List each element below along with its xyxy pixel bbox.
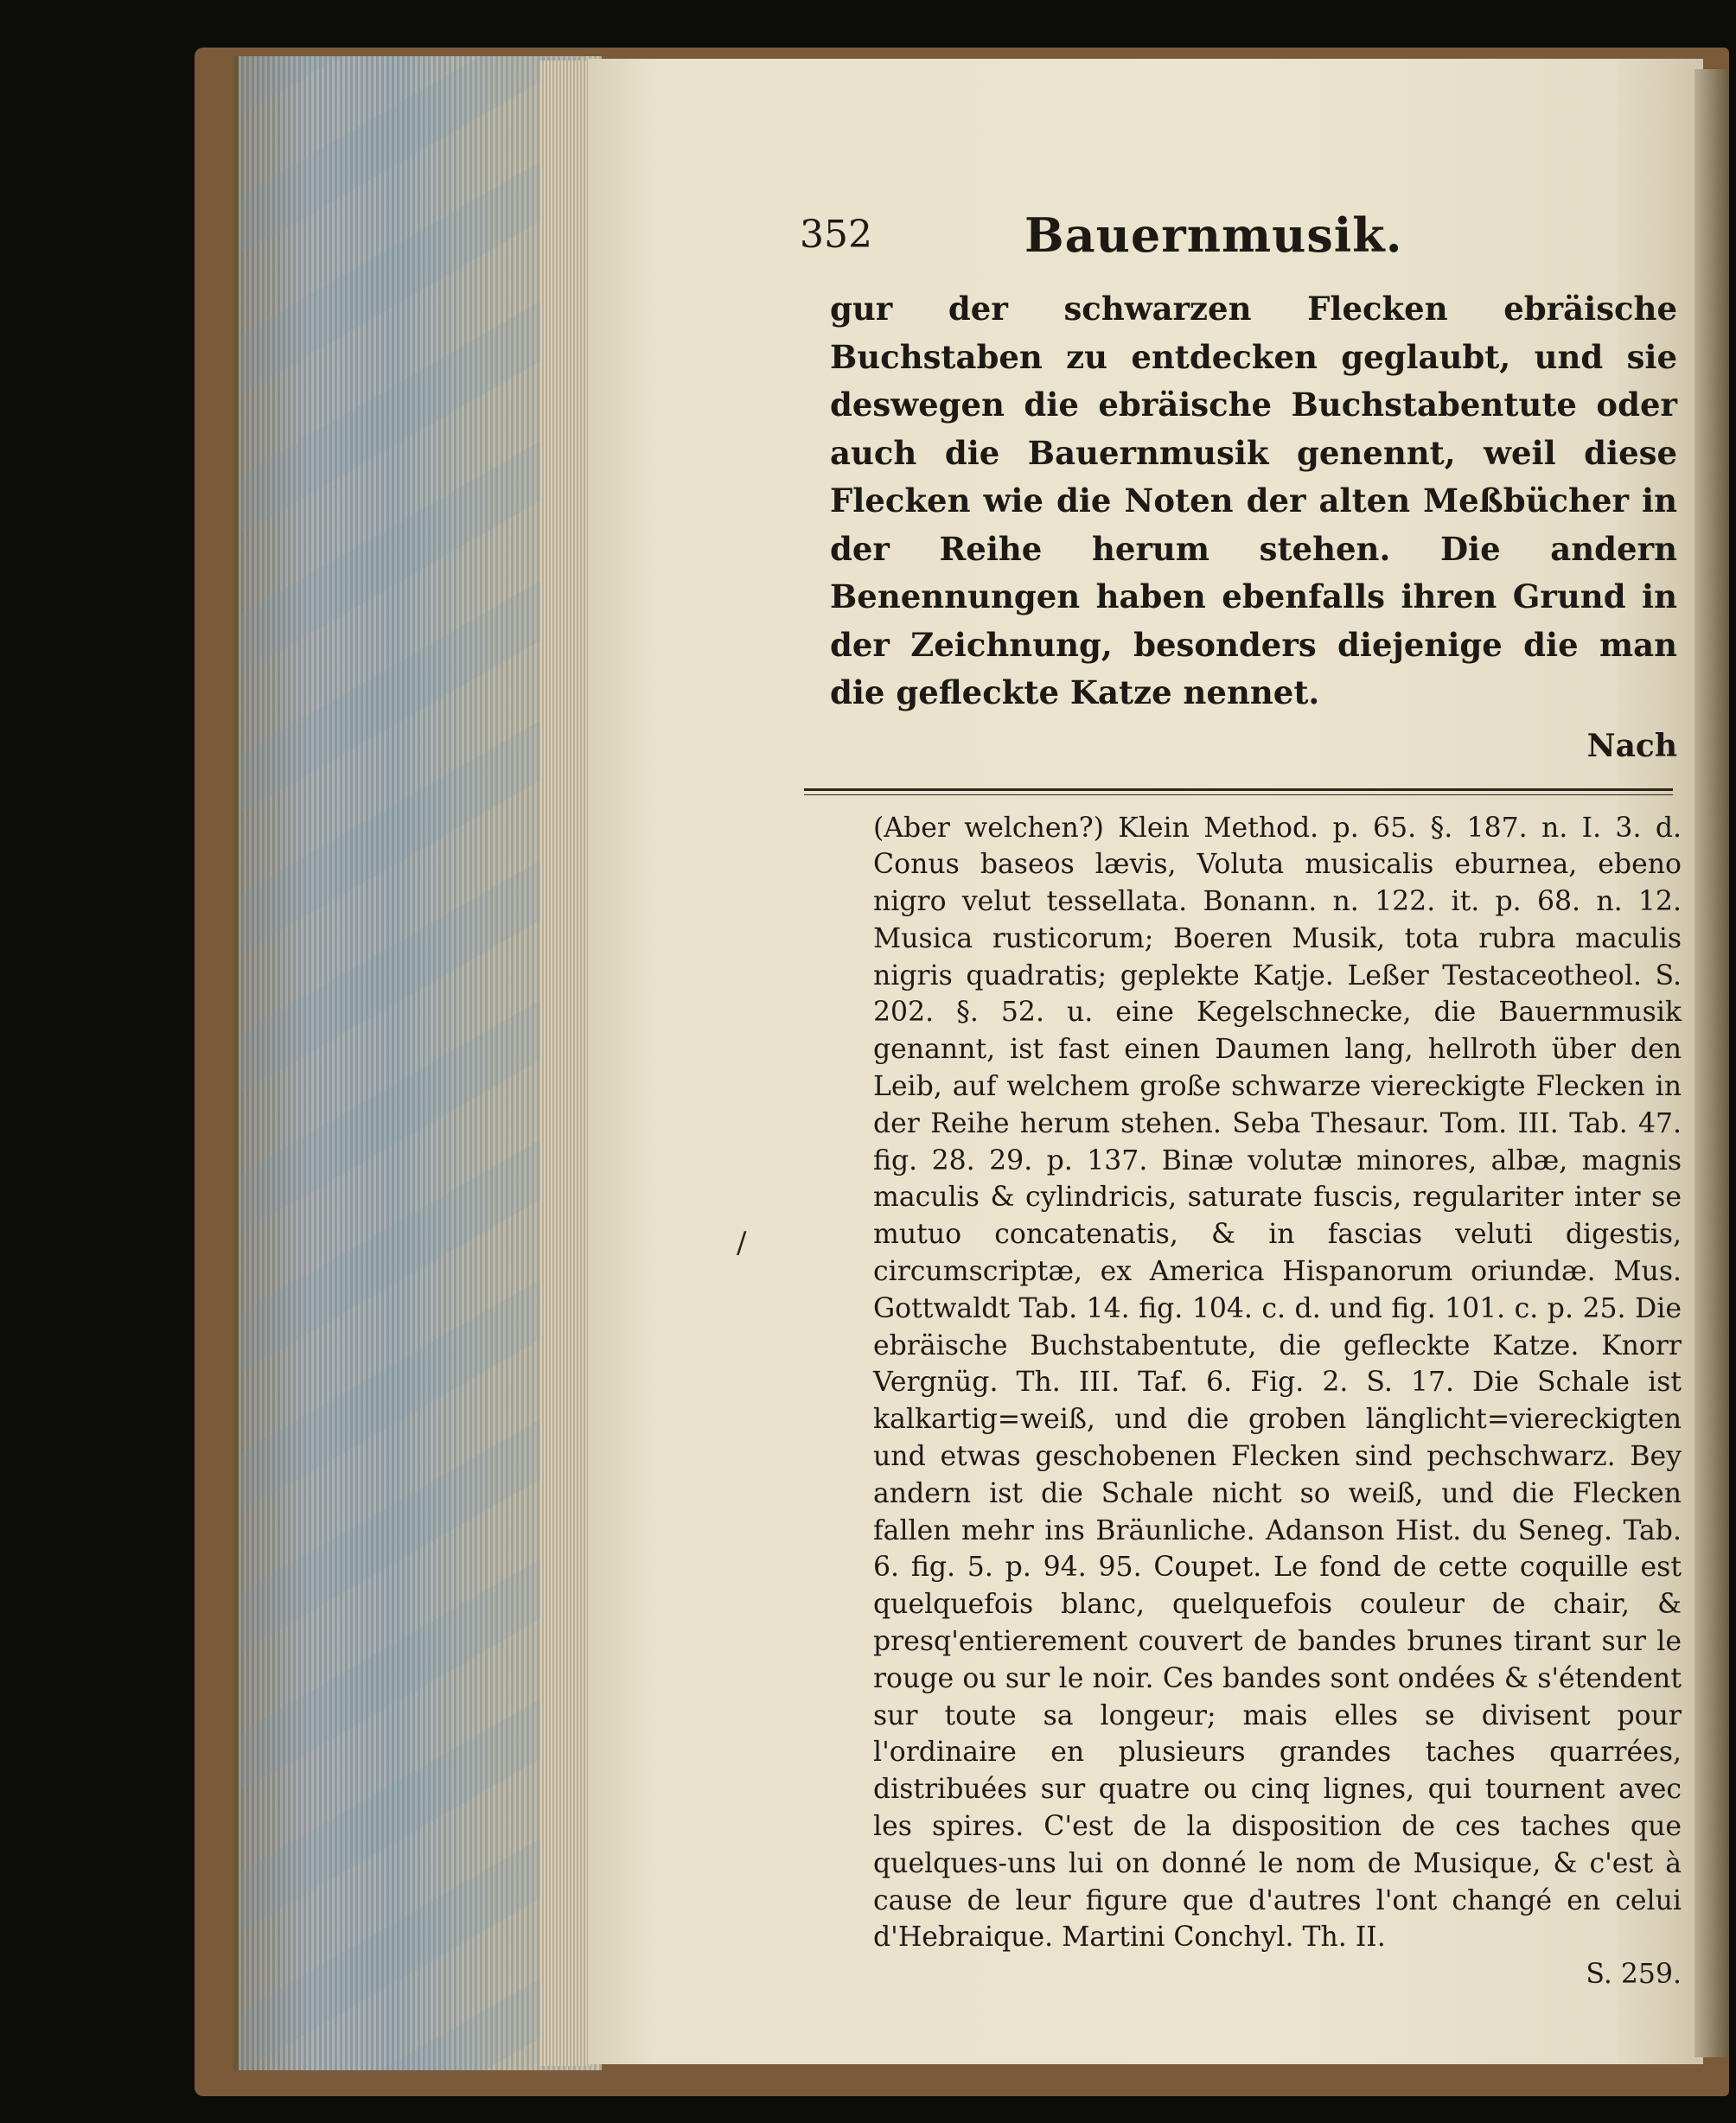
footnote-rule [804, 788, 1673, 791]
catchword: Nach [1586, 727, 1677, 764]
main-paragraph: gur der schwarzen Flecken ebräische Buchstaben zu entdecken geglaubt, und sie deswegen die ebräische Buchstabentute oder auch die Bauernmusik genennt, weil diese Flecken wie die Noten der alten Meßbücher in der Reihe herum stehen. Die andern Benennungen haben ebenfalls ihren Grund in der Zeichnung, besonders diejenige die man die gefleckte Katze nennet. [830, 290, 1677, 711]
footnote-text: (Aber welchen?) Klein Method. p. 65. §. 187. n. I. 3. d. Conus baseos lævis, Voluta musicalis eburnea, ebeno nigro velut tessellata. Bonann. n. 122. it. p. 68. n. 12. Musica rusticorum; Boeren Musik, tota rubra maculis nigris quadratis; geplekte Katje. Leßer Testaceotheol. S. 202. §. 52. u. eine Kegelschnecke, die Bauernmusik genannt, ist fast einen Daumen lang, hellroth über den Leib, auf welchem große schwarze viereckigte Flecken in der Reihe herum stehen. Seba Thesaur. Tom. III. Tab. 47. fig. 28. 29. p. 137. Binæ volutæ minores, albæ, magnis maculis & cylindricis, saturate fuscis, regulariter inter se mutuo concatenatis, & in fascias veluti digestis, circumscriptæ, ex America Hispanorum oriundæ. Mus. Gottwaldt Tab. 14. fig. 104. c. d. und fig. 101. c. p. 25. Die ebräische Buchstabentute, die gefleckte Katze. Knorr Vergnüg. Th. III. Taf. 6. Fig. 2. S. 17. Die Schale ist kalkartig=weiß, und die groben länglicht=viereckigten und etwas geschobenen Flecken sind pechschwarz. Bey andern ist die Schale nicht so weiß, und die Flecken fallen mehr ins Bräunliche. Adanson Hist. du Seneg. Tab. 6. fig. 5. p. 94. 95. Coupet. Le fond de cette coquille est quelquefois blanc, quelquefois couleur de chair, & presq'entierement couvert de bandes brunes tirant sur le rouge ou sur le noir. Ces bandes sont ondées & s'étendent sur toute sa longeur; mais elles se divisent pour l'ordinaire en plusieurs grandes taches quarrées, distribuées sur quatre ou cinq lignes, qui tournent avec les spires. C'est de la disposition de ces taches que quelques-uns lui on donné le nom de Musique, & c'est à cause de leur figure que d'autres l'ont changé en celui d'Hebraique. Martini Conchyl. Th. II. [873, 812, 1682, 1954]
margin-mark: / [737, 1226, 747, 1260]
book-gutter [1695, 69, 1729, 2057]
page-header [800, 207, 1677, 268]
running-title: Bauernmusik. [1024, 207, 1403, 263]
page-edges [540, 61, 592, 2066]
page-content [800, 207, 1682, 1993]
footnote-end-reference: S. 259. [1586, 1959, 1682, 1991]
page-number: 352 [800, 213, 872, 257]
